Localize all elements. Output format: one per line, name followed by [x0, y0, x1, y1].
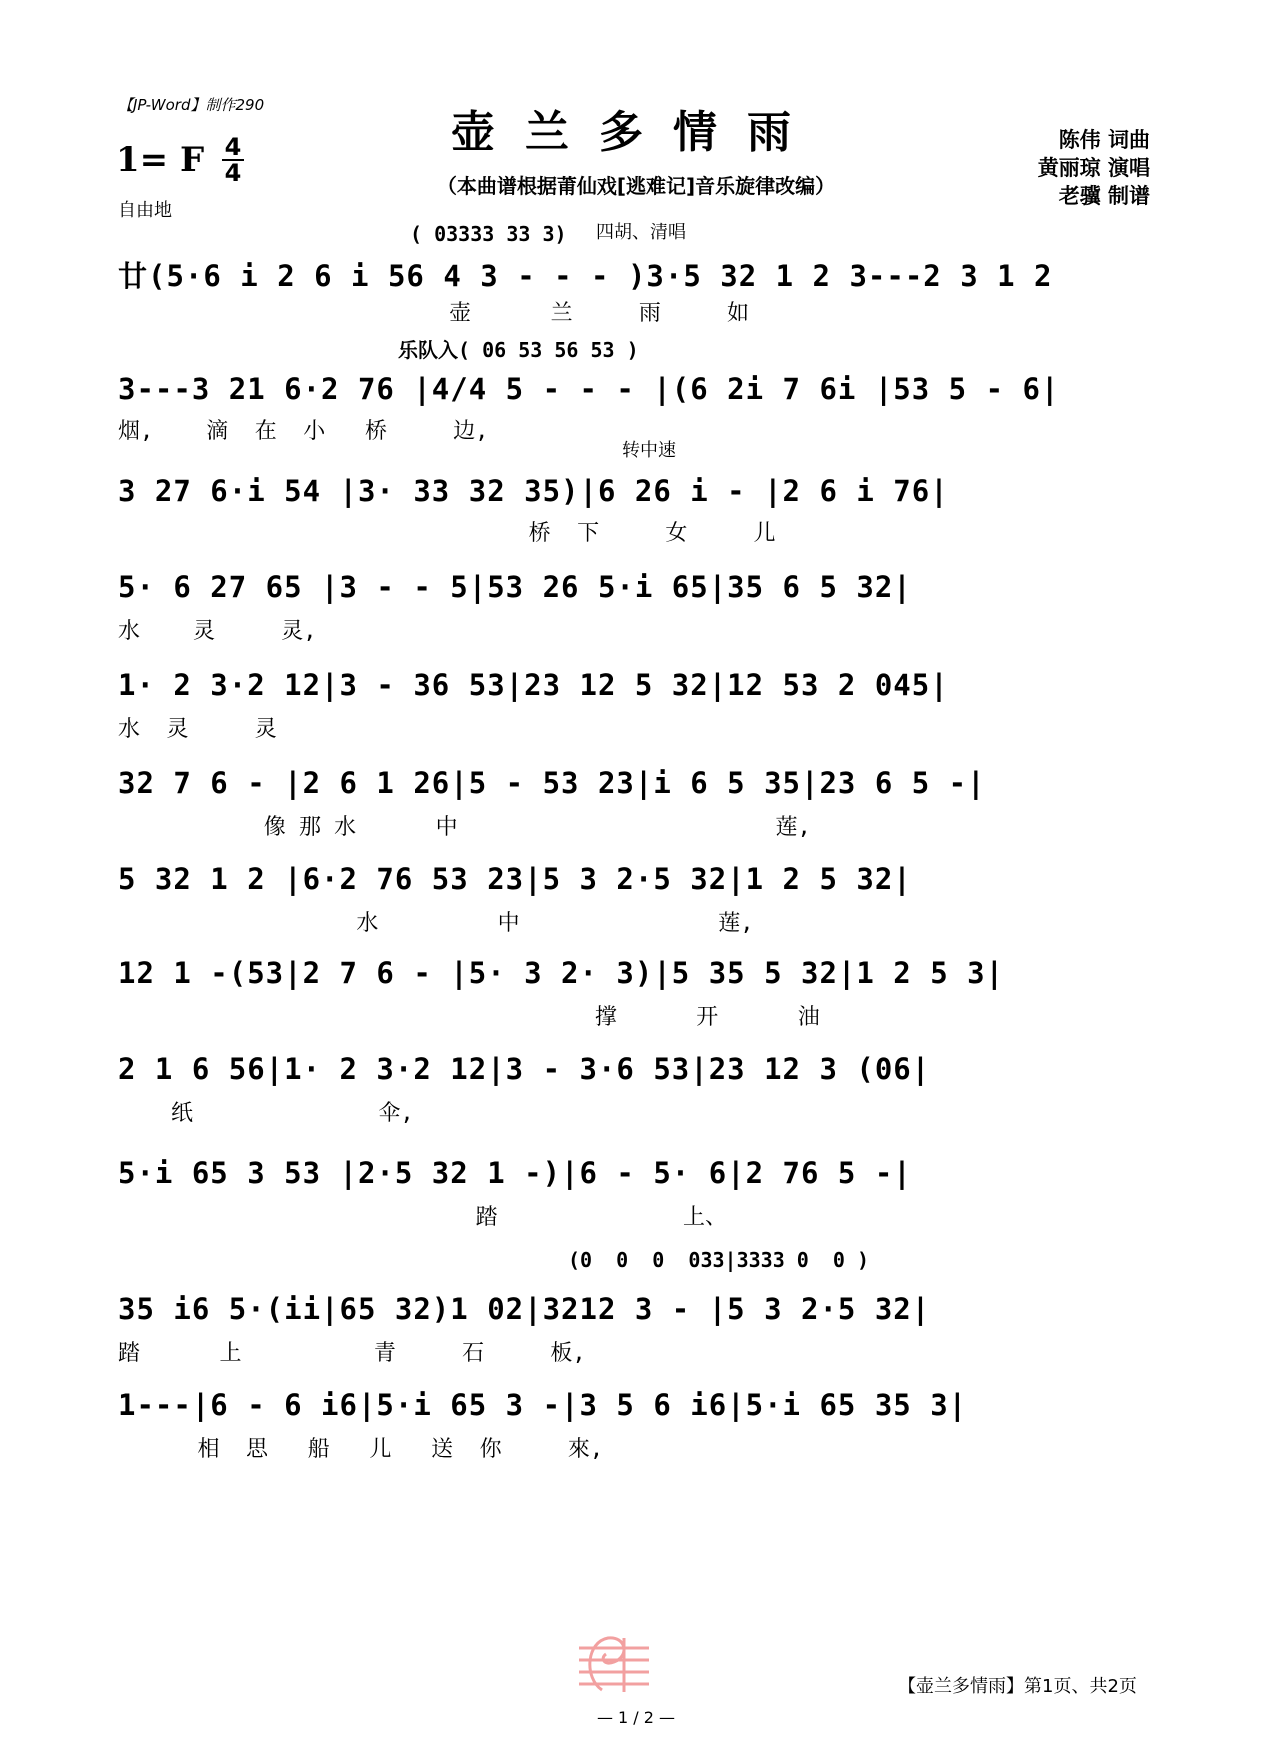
- page-footer-label: 【壶兰多情雨】第1页、共2页: [898, 1676, 1137, 1697]
- lyrics-line: 踏 上、: [118, 1205, 728, 1230]
- page-number: — 1 / 2 —: [596, 1708, 676, 1727]
- meter-bottom: 4: [224, 159, 242, 187]
- row-annotation: (0 0 0 033|3333 0 0 ): [568, 1248, 870, 1272]
- notation-line: 廿(5·6 i 2 6 i 56 4 3 - - - )3·5 32 1 2 3---2 3 1 2: [118, 259, 1053, 293]
- maker-label: 【JP-Word】制作290: [118, 96, 265, 114]
- notation-line: 1· 2 3·2 12|3 - 36 53|23 12 5 32|12 53 2 045|: [118, 668, 949, 702]
- lyrics-line: 壶 兰 雨 如: [118, 301, 750, 326]
- notation-line: 5· 6 27 65 |3 - - 5|53 26 5·i 65|35 6 5 32|: [118, 570, 912, 604]
- lyrics-line: 踏 上 青 石 板,: [118, 1341, 586, 1366]
- tempo-marking: 自由地: [118, 200, 172, 221]
- credit-singer: 黄丽琼 演唱: [1037, 156, 1150, 180]
- row-annotation-instruments: 四胡、清唱: [596, 222, 686, 243]
- notation-line: 2 1 6 56|1· 2 3·2 12|3 - 3·6 53|23 12 3 (06|: [118, 1052, 931, 1086]
- lyrics-line: 桥 下 女 儿: [118, 521, 776, 546]
- lyrics-line: 水 中 莲,: [118, 911, 754, 936]
- notation-line: 3---3 21 6·2 76 |4/4 5 - - - |(6 2i 7 6i |53 5 - 6|: [118, 372, 1060, 406]
- lyrics-line: 相 思 船 儿 送 你 來,: [118, 1437, 604, 1462]
- row-annotation: ( 03333 33 3): [410, 222, 567, 246]
- notation-line: 12 1 -(53|2 7 6 - |5· 3 2· 3)|5 35 5 32|1 2 5 3|: [118, 956, 1005, 990]
- tempo-change: 转中速: [622, 440, 676, 461]
- notation-line: 32 7 6 - |2 6 1 26|5 - 53 23|i 6 5 35|23 6 5 -|: [118, 766, 986, 800]
- notation-line: 1---|6 - 6 i6|5·i 65 3 -|3 5 6 i6|5·i 65 35 3|: [118, 1388, 968, 1422]
- notation-line: 3 27 6·i 54 |3· 33 32 35)|6 26 i - |2 6 i 76|: [118, 474, 949, 508]
- lyrics-line: 纸 伞,: [118, 1101, 414, 1126]
- meter-top: 4: [224, 133, 242, 161]
- watermark-logo-icon: [574, 1628, 654, 1698]
- lyrics-line: 像 那 水 中 莲,: [118, 815, 811, 840]
- notation-line: 5 32 1 2 |6·2 76 53 23|5 3 2·5 32|1 2 5 32|: [118, 862, 912, 896]
- credit-transcriber: 老骥 制谱: [1058, 184, 1150, 208]
- lyrics-line: 水 灵 灵,: [118, 619, 317, 644]
- lyrics-line: 水 灵 灵: [118, 717, 277, 742]
- lyrics-line: 烟, 滴 在 小 桥 边,: [118, 419, 489, 444]
- notation-line: 35 i6 5·(ii|65 32)1 02|3212 3 - |5 3 2·5 32|: [118, 1292, 931, 1326]
- lyrics-line: 撑 开 油: [118, 1005, 820, 1030]
- song-title: 壶兰多情雨: [451, 107, 821, 158]
- credit-composer: 陈伟 词曲: [1058, 128, 1150, 152]
- song-subtitle: （本曲谱根据莆仙戏[逃难记]音乐旋律改编）: [436, 174, 836, 198]
- notation-line: 5·i 65 3 53 |2·5 32 1 -)|6 - 5· 6|2 76 5 -|: [118, 1156, 912, 1190]
- key-signature: 1= F: [116, 140, 205, 180]
- row-annotation: 乐队入( 06 53 56 53 ): [398, 338, 639, 362]
- credits: [990, 126, 1150, 210]
